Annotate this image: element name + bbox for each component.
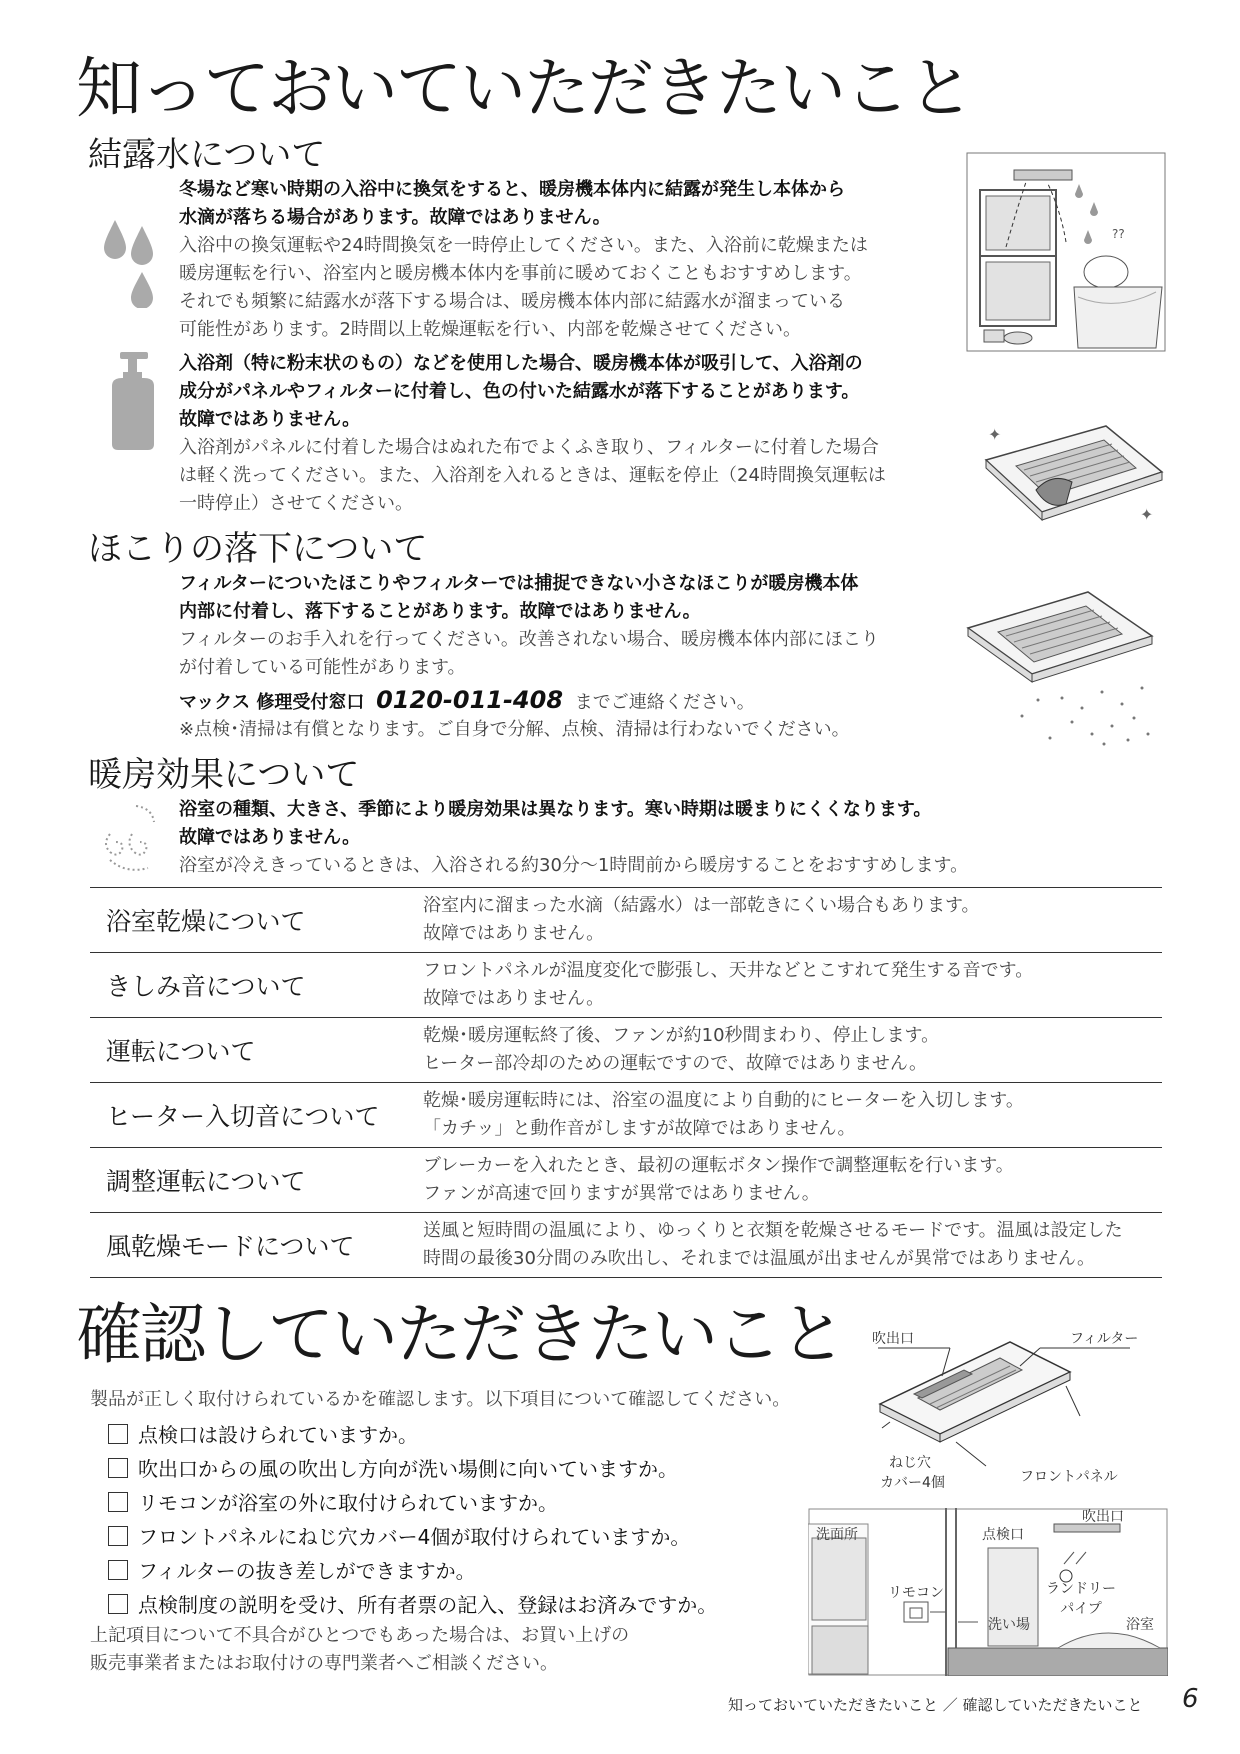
faq-row <box>90 1018 1162 1083</box>
bath-additive-bold-2: 成分がパネルやフィルターに付着し、色の付いた結露水が落下することがあります。 <box>179 381 860 402</box>
checklist-item[interactable]: 点検口は設けられていますか。 <box>108 1418 717 1452</box>
bath-additive-text-3: 一時停止）させてください。 <box>179 493 413 514</box>
dust-text-1: フィルターのお手入れを行ってください。改善されない場合、暖房機本体内部にほこり <box>179 629 879 650</box>
checkbox[interactable] <box>108 1594 128 1614</box>
dust-bold-2: 内部に付着し、落下することがあります。故障ではありません。 <box>179 601 701 622</box>
footer-section-title: 知っておいていただきたいこと ／ 確認していただきたいこと <box>728 1696 1143 1714</box>
label-wash-area: 洗い場 <box>988 1617 1030 1633</box>
heating-text-1: 浴室が冷えきっているときは、入浴される約30分～1時間前から暖房することをおすすめします。 <box>179 855 969 876</box>
bath-additive-text-1: 入浴剤がパネルに付着した場合はぬれた布でよくふき取り、フィルターに付着した場合 <box>179 437 879 458</box>
condensation-text-1: 入浴中の換気運転や24時間換気を一時停止してください。また、入浴前に乾燥または <box>179 235 868 256</box>
faq-row <box>90 1083 1162 1148</box>
svg-text:✦: ✦ <box>988 425 1002 444</box>
panel-wiping-illustration <box>976 420 1166 540</box>
dust-note: ※点検･清掃は有償となります。ご自身で分解、点検、清掃は行わないでください。 <box>179 719 850 740</box>
checklist-item[interactable]: フィルターの抜き差しができますか。 <box>108 1554 717 1588</box>
bathroom-condensation-illustration <box>966 152 1166 352</box>
faq-row <box>90 1213 1162 1278</box>
page-title-know: 知っておいていただきたいこと <box>76 50 972 127</box>
label-inspection-port: 点検口 <box>982 1527 1024 1543</box>
checkbox[interactable] <box>108 1526 128 1546</box>
page-number: 6 <box>1182 1684 1199 1714</box>
faq-description: 乾燥･暖房運転時には、浴室の温度により自動的にヒーターを入切します。 「カチッ」と動作音がしますが故障ではありません。 <box>423 1090 1024 1139</box>
checkbox[interactable] <box>108 1458 128 1478</box>
checkbox[interactable] <box>108 1492 128 1512</box>
dust-text-2: が付着している可能性があります。 <box>179 657 466 678</box>
faq-title: ヒーター入切音について <box>106 1102 380 1131</box>
faq-row <box>90 953 1162 1018</box>
checkbox[interactable] <box>108 1560 128 1580</box>
repair-contact-label: マックス 修理受付窓口 <box>179 692 365 713</box>
checklist-item[interactable]: リモコンが浴室の外に取付けられていますか。 <box>108 1486 717 1520</box>
faq-title: 浴室乾燥について <box>106 907 306 936</box>
repair-contact-suffix: までご連絡ください。 <box>574 692 755 713</box>
heading-heating: 暖房効果について <box>88 755 360 795</box>
faq-row <box>90 1148 1162 1213</box>
bath-additive-text-2: は軽く洗ってください。また、入浴剤を入れるときは、運転を停止（24時間換気運転は <box>179 465 886 486</box>
checklist-item[interactable]: 点検制度の説明を受け、所有者票の記入、登録はお済みですか。 <box>108 1588 717 1622</box>
faq-table <box>90 887 1162 1278</box>
label-outlet-2: 吹出口 <box>1082 1509 1124 1525</box>
label-bathroom: 浴室 <box>1126 1617 1154 1633</box>
faq-description: 乾燥･暖房運転終了後、ファンが約10秒間まわり、停止します。 ヒーター部冷却のための運転ですので、故障ではありません。 <box>423 1025 940 1074</box>
dust-falling-illustration <box>962 588 1162 748</box>
faq-title: 運転について <box>106 1037 256 1066</box>
condensation-text-3: それでも頻繁に結露水が落下する場合は、暖房機本体内部に結露水が溜まっている <box>179 291 845 312</box>
condensation-text-4: 可能性があります。2時間以上乾燥運転を行い、内部を乾燥させてください。 <box>179 319 802 340</box>
repair-contact <box>179 686 755 717</box>
svg-text:??: ?? <box>1112 227 1125 241</box>
bath-additive-bold-1: 入浴剤（特に粉末状のもの）などを使用した場合、暖房機本体が吸引して、入浴剤の <box>179 353 863 374</box>
checkbox[interactable] <box>108 1424 128 1444</box>
faq-description: フロントパネルが温度変化で膨張し、天井などとこすれて発生する音です。 故障ではありません。 <box>423 960 1034 1009</box>
checklist-item[interactable]: フロントパネルにねじ穴カバー4個が取付けられていますか。 <box>108 1520 717 1554</box>
heat-swirl-icon <box>100 800 162 876</box>
condensation-bold-1: 冬場など寒い時期の入浴中に換気をすると、暖房機本体内に結露が発生し本体から <box>179 179 845 200</box>
bath-additive-bottle-icon <box>104 350 156 450</box>
bath-additive-bold-3: 故障ではありません。 <box>179 409 361 430</box>
label-filter: フィルター <box>1070 1331 1139 1347</box>
faq-title: きしみ音について <box>106 972 306 1001</box>
label-washroom: 洗面所 <box>816 1527 858 1543</box>
faq-row <box>90 888 1162 953</box>
heating-bold-1: 浴室の種類、大きさ、季節により暖房効果は異なります。寒い時期は暖まりにくくなります。 <box>179 799 932 820</box>
page-title-confirm: 確認していただきたいこと <box>76 1296 844 1373</box>
faq-description: 送風と短時間の温風により、ゆっくりと衣類を乾燥させるモードです。温風は設定した 時間の最後30分間のみ吹出し、それまでは温風が出ませんが異常ではありません。 <box>423 1220 1123 1269</box>
heading-condensation: 結露水について <box>88 135 326 175</box>
heating-bold-2: 故障ではありません。 <box>179 827 361 848</box>
condensation-text-2: 暖房運転を行い、浴室内と暖房機本体内を事前に暖めておくこともおすすめします。 <box>179 263 862 284</box>
label-front-panel: フロントパネル <box>1020 1469 1118 1485</box>
faq-description: ブレーカーを入れたとき、最初の運転ボタン操作で調整運転を行います。 ファンが高速で回りますが異常ではありません。 <box>423 1155 1014 1204</box>
svg-text:✦: ✦ <box>1140 505 1154 524</box>
label-outlet: 吹出口 <box>872 1331 914 1347</box>
faq-title: 風乾燥モードについて <box>106 1232 355 1261</box>
heading-dust: ほこりの落下について <box>88 529 428 569</box>
dust-bold-1: フィルターについたほこりやフィルターでは捕捉できない小さなほこりが暖房機本体 <box>179 573 859 594</box>
checklist-item[interactable]: 吹出口からの風の吹出し方向が洗い場側に向いていますか。 <box>108 1452 717 1486</box>
faq-title: 調整運転について <box>106 1167 306 1196</box>
water-drops-icon <box>100 218 160 308</box>
confirm-outro: 上記項目について不具合がひとつでもあった場合は、お買い上げの 販売事業者またはお取付けの専門業者へご相談ください。 <box>90 1625 630 1674</box>
faq-description: 浴室内に溜まった水滴（結露水）は一部乾きにくい場合もあります。 故障ではありません。 <box>423 895 980 944</box>
label-screw-cover: ねじ穴 カバー4個 <box>880 1455 945 1491</box>
label-laundry-pipe: ランドリー パイプ <box>1046 1581 1116 1617</box>
condensation-bold-2: 水滴が落ちる場合があります。故障ではありません。 <box>179 207 611 228</box>
repair-phone-number: 0120-011-408 <box>376 686 564 714</box>
confirm-intro: 製品が正しく取付けられているかを確認します。以下項目について確認してください。 <box>90 1389 791 1410</box>
label-remote: リモコン <box>888 1585 944 1601</box>
